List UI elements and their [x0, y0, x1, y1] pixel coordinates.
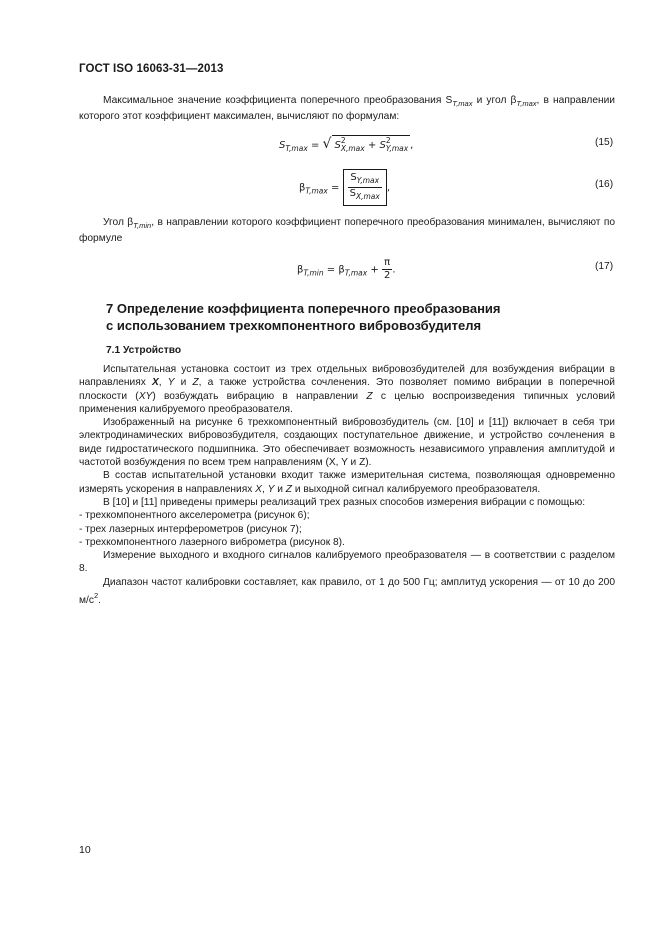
- equation-17-number: (17): [595, 261, 614, 272]
- intro-mid-text: и угол β: [472, 95, 517, 106]
- section-body: [79, 363, 615, 607]
- intro-s-subscript: T,max: [452, 99, 473, 108]
- intro-beta-subscript: T,max: [516, 99, 537, 108]
- beta-min-paragraph: Угол $\beta_{T,min}$, в направлении которого коэффициент поперечного преобразования минимален, вычисляют по формуле: [79, 217, 615, 245]
- list-item: - трехкомпонентного лазерного виброметра (рисунок 8).: [79, 536, 345, 548]
- equation-17: $\beta_{T,min} = \beta_{T,max}$ + $\frac{\pi}{2}$ .: [297, 257, 396, 281]
- intro-end-text: , в направлении которого этот коэффициент максимален, вычисляют по формулам:: [79, 95, 615, 123]
- equation-15-number: (15): [595, 137, 614, 148]
- equation-15: $S_{T,max}$ = √ S 2 X,max + S 2 Y,max ,: [279, 136, 414, 153]
- document-header: ГОСТ ISO 16063-31—2013: [79, 63, 224, 75]
- paragraph-2: Изображенный на рисунке 6 трехкомпонентный вибровозбудитель (см. [10] и [11]) включает в себя три электродинамических вибровозбудителя, создающих поступательное движение, и устройство сочленения в виде гидростатического подшипника. Это обеспечивает возможность независимого управления амплитудой и частотой возбуждения по всем трем направлениям (X, Y и Z).: [79, 417, 615, 469]
- paragraph-3: В состав испытательной установки входит также измерительная система, позволяющая одновременно измерять ускорения в направлениях X, Y и Z и выходной сигнал калибруемого преобразователя.: [79, 470, 615, 495]
- page-number: 10: [79, 844, 91, 856]
- paragraph-4: В [10] и [11] приведены примеры реализаций трех разных способов измерения вибрации с помощью:: [103, 496, 586, 508]
- intro-paragraph: [79, 94, 615, 124]
- subsection-7-1-heading: 7.1 Устройство: [106, 345, 182, 356]
- equation-16-number: (16): [595, 179, 614, 190]
- section-7-heading: 7 Определение коэффициента поперечного преобразования с использованием трехкомпонентного вибровозбудителя: [106, 301, 501, 333]
- intro-text: Максимальное значение коэффициента поперечного преобразования S: [103, 95, 453, 106]
- list-item: - трех лазерных интерферометров (рисунок 7);: [79, 523, 302, 535]
- paragraph-1: Испытательная установка состоит из трех отдельных вибровозбудителей для возбуждения вибрации в направлениях X, Y и Z, а также устройства сочленения. Это позволяет помимо вибрации в поперечной плоскости (XY) возбуждать вибрацию в направлении Z с целью воспроизведения типичных условий применения калибруемого преобразователя.: [79, 364, 616, 415]
- paragraph-6: Диапазон частот калибровки составляет, как правило, от 1 до 500 Гц; амплитуд ускорения — от 10 до 200 $м/с^2$.: [79, 576, 615, 607]
- list-item: - трехкомпонентного акселерометра (рисунок 6);: [79, 510, 310, 522]
- equation-16: $\beta_{T,max}$ = $\frac{S_{Y,max}}{S_{X,max}}$ ,: [299, 169, 390, 206]
- paragraph-5: Измерение выходного и входного сигналов калибруемого преобразователя — в соответствии с разделом 8.: [79, 550, 615, 575]
